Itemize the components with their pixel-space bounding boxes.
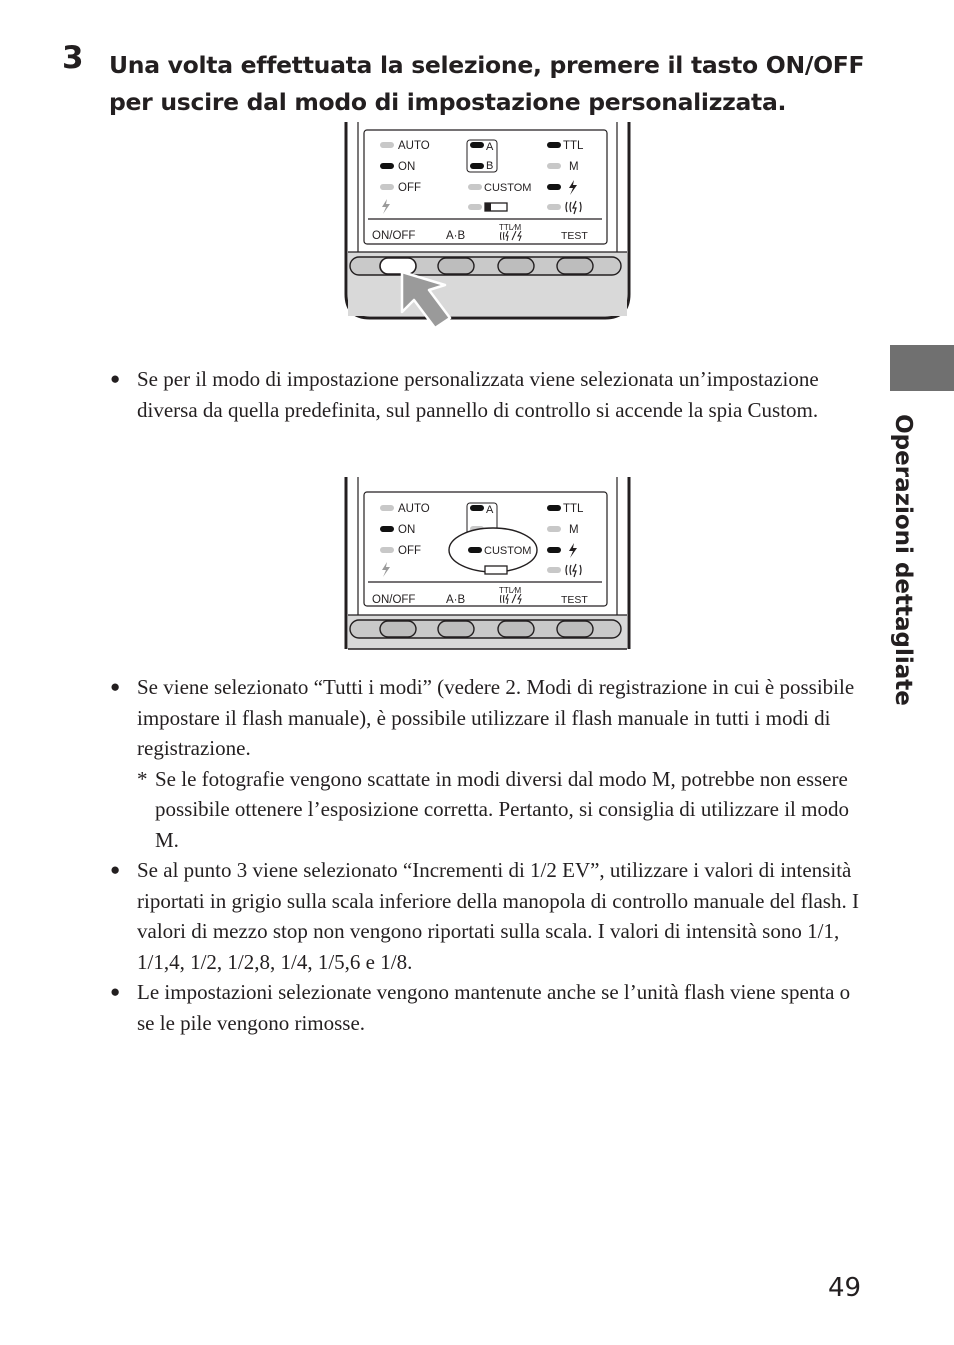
label-a: A — [486, 504, 494, 516]
control-panel-figure-custom — [340, 477, 635, 653]
label-b: B — [486, 160, 494, 172]
step-number: 3 — [62, 40, 84, 76]
list-item — [110, 855, 870, 977]
list-item-text: Le impostazioni selezionate vengono mantenute anche se l’unità flash viene spenta o se le pile vengono rimosse. — [137, 980, 851, 1035]
label-m: M — [569, 524, 579, 536]
ab-label: A·B — [446, 230, 466, 242]
label-auto: AUTO — [398, 140, 430, 152]
control-panel-figure-pointer — [340, 122, 635, 328]
bullet-list-1 — [110, 364, 870, 425]
test-label: TEST — [561, 230, 588, 242]
onoff-label: ON/OFF — [372, 594, 416, 606]
ab-button[interactable] — [438, 258, 474, 274]
ttlm-label: TTL∕M — [499, 586, 522, 595]
list-item — [110, 672, 870, 764]
bullet-icon: ● — [110, 860, 121, 879]
label-ttl: TTL — [563, 140, 584, 152]
section-tab-marker — [890, 345, 954, 391]
ab-label: A·B — [446, 594, 466, 606]
test-button[interactable] — [557, 258, 593, 274]
label-auto: AUTO — [398, 503, 430, 515]
label-on: ON — [398, 524, 416, 536]
bullet-icon: ● — [110, 677, 121, 696]
label-a: A — [486, 141, 494, 153]
label-off: OFF — [398, 545, 421, 557]
footnote-mark: * — [137, 766, 148, 791]
list-item-text: Se viene selezionato “Tutti i modi” (vedere 2. Modi di registrazione in cui è possibile impostare il flash manuale), è possibile utilizzare il flash manuale in tutti i modi di registrazione. — [137, 675, 855, 760]
label-ttl: TTL — [563, 503, 584, 515]
bullet-list-2 — [110, 672, 870, 1038]
section-side-label-text: Operazioni dettagliate — [890, 414, 916, 706]
label-on: ON — [398, 161, 416, 173]
label-custom: CUSTOM — [484, 182, 532, 194]
footnote-text: Se le fotografie vengono scattate in modi diversi dal modo M, potrebbe non essere possibile ottenere l’esposizione corretta. Pertanto, si consiglia di utilizzare il modo M. — [155, 766, 849, 852]
ttlm-button[interactable] — [498, 258, 534, 274]
page-number: 49 — [828, 1273, 862, 1303]
list-item-text: Se al punto 3 viene selezionato “Incrementi di 1/2 EV”, utilizzare i valori di intensità riportati in grigio sulla scala inferiore della manopola di controllo manuale del flash. I valori di mezzo stop non vengono riportati sulla scala. I valori di intensità sono 1/1, 1/1,4, 1/2, 1/2,8, 1/4, 1/5,6 e 1/8. — [137, 858, 859, 974]
step-title: Una volta effettuata la selezione, premere il tasto ON/OFF per uscire dal modo di impostazione personalizzata. — [109, 51, 865, 116]
list-item — [110, 977, 870, 1038]
onoff-button[interactable] — [380, 621, 416, 637]
ttlm-label: TTL∕M — [499, 223, 522, 232]
bullet-icon: ● — [110, 982, 121, 1001]
ttlm-button[interactable] — [498, 621, 534, 637]
test-label: TEST — [561, 594, 588, 606]
list-item-text: Se per il modo di impostazione personalizzata viene selezionata un’impostazione diversa da quella predefinita, sul pannello di controllo si accende la spia Custom. — [137, 367, 819, 422]
battery-icon — [485, 566, 507, 574]
label-off: OFF — [398, 182, 421, 194]
ab-button[interactable] — [438, 621, 474, 637]
list-item — [110, 364, 870, 425]
onoff-button[interactable] — [380, 258, 416, 274]
test-button[interactable] — [557, 621, 593, 637]
label-m: M — [569, 161, 579, 173]
onoff-label: ON/OFF — [372, 230, 416, 242]
footnote — [110, 764, 870, 856]
label-custom: CUSTOM — [484, 545, 532, 557]
bullet-icon: ● — [110, 369, 121, 388]
